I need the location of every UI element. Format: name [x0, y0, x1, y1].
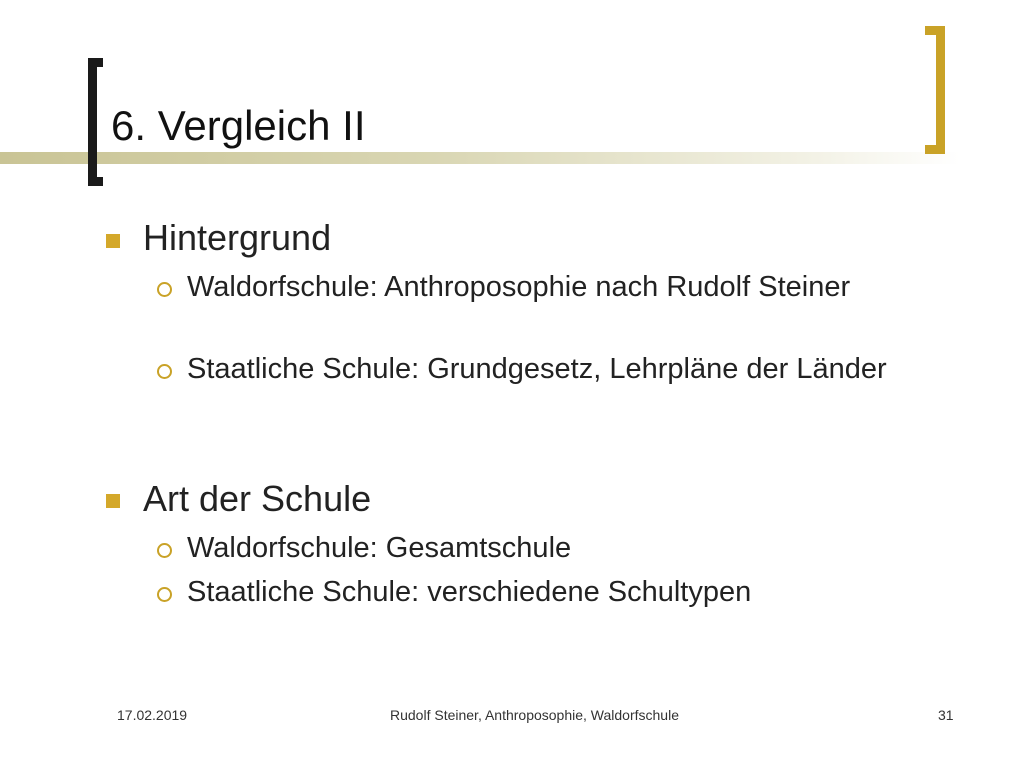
square-bullet-icon	[106, 494, 120, 508]
circle-bullet-icon	[157, 587, 172, 602]
slide-title: 6. Vergleich II	[111, 102, 366, 149]
square-bullet-icon	[106, 234, 120, 248]
left-bracket-decoration	[88, 58, 103, 186]
list-item: Waldorfschule: Anthroposophie nach Rudolf Steiner	[187, 271, 851, 303]
footer-title: Rudolf Steiner, Anthroposophie, Waldorfschule	[390, 707, 679, 723]
circle-bullet-icon	[157, 543, 172, 558]
list-item: Staatliche Schule: Grundgesetz, Lehrpläne der Länder	[187, 353, 887, 385]
list-item: Waldorfschule: Gesamtschule	[187, 532, 572, 564]
footer-date: 17.02.2019	[117, 707, 188, 723]
right-bracket-decoration	[925, 26, 945, 154]
list-item: Staatliche Schule: verschiedene Schultypen	[187, 576, 752, 608]
circle-bullet-icon	[157, 364, 172, 379]
circle-bullet-icon	[157, 282, 172, 297]
section-heading-hintergrund: Hintergrund	[143, 217, 332, 258]
page-number: 31	[938, 707, 954, 723]
section-heading-art-der-schule: Art der Schule	[143, 478, 372, 519]
